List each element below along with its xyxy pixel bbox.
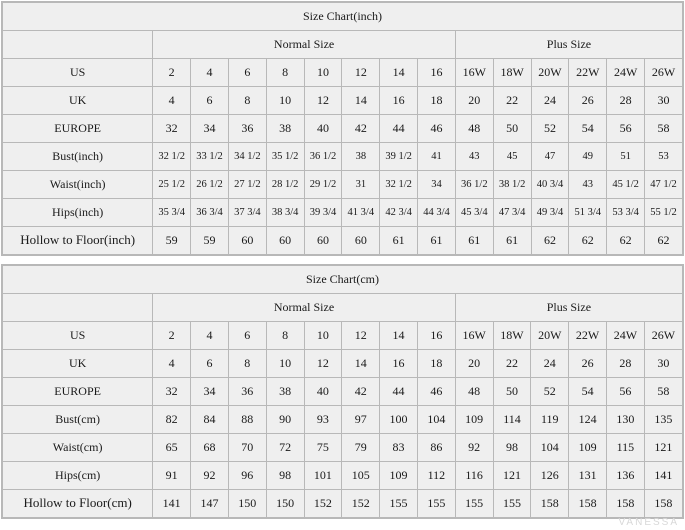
cell: 6 [228, 59, 266, 87]
cell: 60 [304, 227, 342, 255]
cell: 155 [380, 490, 418, 518]
cell: 38 [266, 378, 304, 406]
row-label-europe: EUROPE [3, 378, 153, 406]
cell: 59 [153, 227, 191, 255]
row-label-waist: Waist(inch) [3, 171, 153, 199]
cell: 60 [228, 227, 266, 255]
table-group-row [3, 294, 683, 322]
size-chart-inch-table [2, 2, 683, 255]
cell: 121 [493, 462, 531, 490]
cell: 16 [380, 350, 418, 378]
row-label-hips: Hips(inch) [3, 199, 153, 227]
group-plus-size: Plus Size [455, 31, 682, 59]
cell: 12 [342, 59, 380, 87]
cell: 158 [531, 490, 569, 518]
row-label-uk: UK [3, 87, 153, 115]
cell: 34 [191, 115, 229, 143]
cell: 6 [191, 87, 229, 115]
row-label-bust: Bust(cm) [3, 406, 153, 434]
cell: 53 [645, 143, 683, 171]
cell: 88 [228, 406, 266, 434]
table-row [3, 434, 683, 462]
cell: 26W [645, 59, 683, 87]
cell: 28 1/2 [266, 171, 304, 199]
cell: 49 [569, 143, 607, 171]
chart-title: Size Chart(cm) [3, 266, 683, 294]
cell: 22W [569, 322, 607, 350]
cell: 30 [645, 87, 683, 115]
cell: 121 [644, 434, 682, 462]
cell: 51 3/4 [569, 199, 607, 227]
cell: 114 [493, 406, 531, 434]
group-normal-size: Normal Size [153, 294, 456, 322]
cell: 41 3/4 [342, 199, 380, 227]
table-row [3, 322, 683, 350]
cell: 20 [455, 350, 493, 378]
cell: 56 [607, 115, 645, 143]
cell: 40 [304, 115, 342, 143]
cell: 16 [418, 59, 456, 87]
cell: 43 [569, 171, 607, 199]
cell: 30 [644, 350, 682, 378]
cell: 16W [455, 322, 493, 350]
cell: 14 [342, 87, 380, 115]
row-label-waist: Waist(cm) [3, 434, 153, 462]
cell: 109 [455, 406, 493, 434]
cell: 61 [493, 227, 531, 255]
cell: 48 [455, 378, 493, 406]
cell: 2 [153, 59, 191, 87]
cell: 20W [531, 59, 569, 87]
cell: 14 [380, 59, 418, 87]
cell: 39 1/2 [380, 143, 418, 171]
cell: 141 [153, 490, 191, 518]
cell: 34 1/2 [228, 143, 266, 171]
cell: 91 [153, 462, 191, 490]
cell: 150 [228, 490, 266, 518]
cell: 33 1/2 [191, 143, 229, 171]
cell: 28 [607, 87, 645, 115]
table-row [3, 59, 683, 87]
cell: 40 [304, 378, 342, 406]
cell: 10 [304, 322, 342, 350]
cell: 44 [380, 115, 418, 143]
cell: 155 [455, 490, 493, 518]
cell: 22 [493, 350, 531, 378]
cell: 147 [191, 490, 229, 518]
table-row [3, 199, 683, 227]
cell: 86 [417, 434, 455, 462]
cell: 72 [266, 434, 304, 462]
cell: 14 [342, 350, 380, 378]
cell: 24 [531, 87, 569, 115]
cell: 104 [417, 406, 455, 434]
cell: 105 [342, 462, 380, 490]
cell: 42 [342, 115, 380, 143]
table-row [3, 462, 683, 490]
cell: 50 [493, 115, 531, 143]
cell: 126 [531, 462, 569, 490]
watermark-text: VANESSA [618, 517, 679, 528]
group-normal-size: Normal Size [153, 31, 456, 59]
cell: 8 [228, 87, 266, 115]
cell: 50 [493, 378, 531, 406]
size-chart-cm-block [1, 264, 684, 519]
cell: 34 [418, 171, 456, 199]
cell: 20 [455, 87, 493, 115]
cell: 26 1/2 [191, 171, 229, 199]
cell: 52 [531, 115, 569, 143]
cell: 22 [493, 87, 531, 115]
cell: 45 [493, 143, 531, 171]
cell: 10 [304, 59, 342, 87]
cell: 82 [153, 406, 191, 434]
cell: 155 [417, 490, 455, 518]
cell: 90 [266, 406, 304, 434]
cell: 47 3/4 [493, 199, 531, 227]
size-chart-page [0, 1, 685, 530]
cell: 32 [153, 378, 191, 406]
table-row [3, 143, 683, 171]
cell: 54 [569, 378, 607, 406]
cell: 44 [380, 378, 418, 406]
cell: 141 [644, 462, 682, 490]
cell: 6 [191, 350, 229, 378]
cell: 36 3/4 [191, 199, 229, 227]
cell: 12 [304, 87, 342, 115]
cell: 60 [342, 227, 380, 255]
cell: 18W [493, 322, 531, 350]
table-row [3, 115, 683, 143]
cell: 32 1/2 [153, 143, 191, 171]
cell: 4 [153, 350, 191, 378]
cell: 70 [228, 434, 266, 462]
cell: 68 [191, 434, 229, 462]
row-label-uk: UK [3, 350, 153, 378]
cell: 61 [380, 227, 418, 255]
row-label-hollow-to-floor: Hollow to Floor(cm) [3, 490, 153, 518]
cell: 131 [569, 462, 607, 490]
table-row [3, 406, 683, 434]
cell: 58 [645, 115, 683, 143]
cell: 152 [304, 490, 342, 518]
cell: 47 [531, 143, 569, 171]
cell: 16 [380, 87, 418, 115]
cell: 22W [569, 59, 607, 87]
cell: 36 1/2 [304, 143, 342, 171]
table-row [3, 227, 683, 255]
cell: 38 [266, 115, 304, 143]
cell: 100 [380, 406, 418, 434]
cell: 136 [607, 462, 645, 490]
cell: 93 [304, 406, 342, 434]
cell: 4 [153, 87, 191, 115]
table-title-row [3, 266, 683, 294]
cell: 2 [153, 322, 191, 350]
cell: 98 [266, 462, 304, 490]
cell: 36 [228, 115, 266, 143]
row-label-us: US [3, 322, 153, 350]
cell: 55 1/2 [645, 199, 683, 227]
cell: 96 [228, 462, 266, 490]
cell: 24 [531, 350, 569, 378]
cell: 25 1/2 [153, 171, 191, 199]
cell: 47 1/2 [645, 171, 683, 199]
cell: 16 [417, 322, 455, 350]
cell: 150 [266, 490, 304, 518]
cell: 97 [342, 406, 380, 434]
cell: 158 [569, 490, 607, 518]
size-chart-cm-table [2, 265, 683, 518]
cell: 58 [644, 378, 682, 406]
cell: 135 [644, 406, 682, 434]
group-blank-cell [3, 31, 153, 59]
cell: 158 [607, 490, 645, 518]
chart-title: Size Chart(inch) [3, 3, 683, 31]
cell: 52 [531, 378, 569, 406]
table-row [3, 378, 683, 406]
table-row [3, 350, 683, 378]
cell: 155 [493, 490, 531, 518]
cell: 62 [645, 227, 683, 255]
cell: 43 [455, 143, 493, 171]
cell: 38 1/2 [493, 171, 531, 199]
cell: 26 [569, 87, 607, 115]
cell: 104 [531, 434, 569, 462]
cell: 62 [607, 227, 645, 255]
cell: 35 3/4 [153, 199, 191, 227]
cell: 45 1/2 [607, 171, 645, 199]
cell: 152 [342, 490, 380, 518]
cell: 32 1/2 [380, 171, 418, 199]
cell: 109 [569, 434, 607, 462]
cell: 101 [304, 462, 342, 490]
cell: 84 [191, 406, 229, 434]
cell: 6 [228, 322, 266, 350]
cell: 20W [531, 322, 569, 350]
cell: 12 [342, 322, 380, 350]
cell: 40 3/4 [531, 171, 569, 199]
cell: 53 3/4 [607, 199, 645, 227]
cell: 12 [304, 350, 342, 378]
cell: 98 [493, 434, 531, 462]
cell: 92 [455, 434, 493, 462]
cell: 10 [266, 87, 304, 115]
cell: 38 [342, 143, 380, 171]
cell: 4 [191, 322, 229, 350]
cell: 79 [342, 434, 380, 462]
table-row [3, 87, 683, 115]
cell: 65 [153, 434, 191, 462]
cell: 62 [531, 227, 569, 255]
cell: 10 [266, 350, 304, 378]
row-label-europe: EUROPE [3, 115, 153, 143]
cell: 39 3/4 [304, 199, 342, 227]
cell: 8 [266, 322, 304, 350]
group-blank-cell [3, 294, 153, 322]
cell: 16W [455, 59, 493, 87]
table-row [3, 171, 683, 199]
cell: 14 [380, 322, 418, 350]
cell: 18 [417, 350, 455, 378]
cell: 4 [191, 59, 229, 87]
cell: 36 [228, 378, 266, 406]
row-label-us: US [3, 59, 153, 87]
cell: 8 [266, 59, 304, 87]
cell: 158 [644, 490, 682, 518]
cell: 54 [569, 115, 607, 143]
cell: 18 [418, 87, 456, 115]
cell: 51 [607, 143, 645, 171]
cell: 24W [607, 59, 645, 87]
cell: 28 [607, 350, 645, 378]
cell: 36 1/2 [455, 171, 493, 199]
cell: 62 [569, 227, 607, 255]
cell: 92 [191, 462, 229, 490]
cell: 75 [304, 434, 342, 462]
row-label-bust: Bust(inch) [3, 143, 153, 171]
cell: 112 [417, 462, 455, 490]
cell: 37 3/4 [228, 199, 266, 227]
cell: 8 [228, 350, 266, 378]
cell: 60 [266, 227, 304, 255]
cell: 124 [569, 406, 607, 434]
cell: 24W [607, 322, 645, 350]
cell: 46 [417, 378, 455, 406]
cell: 42 [342, 378, 380, 406]
cell: 59 [191, 227, 229, 255]
row-label-hips: Hips(cm) [3, 462, 153, 490]
cell: 29 1/2 [304, 171, 342, 199]
cell: 61 [455, 227, 493, 255]
cell: 130 [607, 406, 645, 434]
cell: 61 [418, 227, 456, 255]
cell: 109 [380, 462, 418, 490]
cell: 42 3/4 [380, 199, 418, 227]
table-title-row [3, 3, 683, 31]
cell: 56 [607, 378, 645, 406]
cell: 46 [418, 115, 456, 143]
cell: 32 [153, 115, 191, 143]
group-plus-size: Plus Size [455, 294, 682, 322]
cell: 119 [531, 406, 569, 434]
cell: 34 [191, 378, 229, 406]
cell: 41 [418, 143, 456, 171]
cell: 115 [607, 434, 645, 462]
cell: 35 1/2 [266, 143, 304, 171]
cell: 26 [569, 350, 607, 378]
row-label-hollow-to-floor: Hollow to Floor(inch) [3, 227, 153, 255]
cell: 27 1/2 [228, 171, 266, 199]
size-chart-inch-block [1, 1, 684, 256]
table-group-row [3, 31, 683, 59]
cell: 48 [455, 115, 493, 143]
cell: 26W [644, 322, 682, 350]
table-row [3, 490, 683, 518]
cell: 83 [380, 434, 418, 462]
cell: 116 [455, 462, 493, 490]
cell: 18W [493, 59, 531, 87]
cell: 44 3/4 [418, 199, 456, 227]
cell: 31 [342, 171, 380, 199]
cell: 49 3/4 [531, 199, 569, 227]
cell: 45 3/4 [455, 199, 493, 227]
cell: 38 3/4 [266, 199, 304, 227]
